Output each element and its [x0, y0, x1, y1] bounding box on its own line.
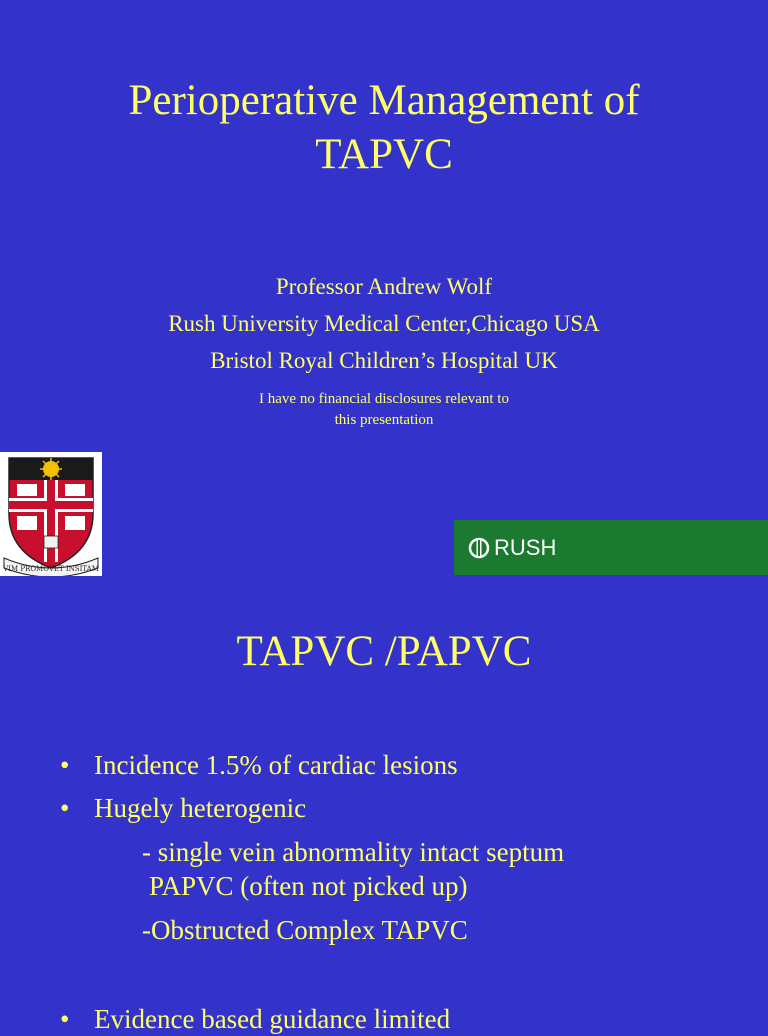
bullet-text: Evidence based guidance limited	[94, 1004, 451, 1034]
disclosure-note	[0, 389, 768, 431]
crest-shield-icon	[0, 452, 102, 576]
author-name: Professor Andrew Wolf	[275, 274, 493, 299]
svg-text:VIM PROMOVET INSITAM: VIM PROMOVET INSITAM	[3, 565, 99, 573]
bristol-crest-logo	[0, 452, 102, 576]
disclosure-line-1: I have no financial disclosures relevant to	[259, 391, 509, 407]
affiliation-bristol: Bristol Royal Children’s Hospital UK	[210, 348, 558, 373]
slide-title-line-1: Perioperative Management of	[128, 77, 640, 124]
bullet-text: Incidence 1.5% of cardiac lesions	[94, 750, 458, 780]
sub-item-obstructed: -Obstructed Complex TAPVC	[142, 915, 468, 945]
slide-title	[0, 74, 768, 182]
sub-item-single-vein: - single vein abnormality intact septum	[142, 837, 565, 867]
affiliation-rush: Rush University Medical Center,Chicago USA	[168, 311, 600, 336]
disclosure-line-2: this presentation	[334, 412, 434, 428]
bullet-item-incidence	[60, 748, 458, 782]
rush-logo-icon	[468, 537, 490, 559]
bullet-item-evidence	[60, 1002, 450, 1036]
bullet-item-heterogenic	[60, 791, 306, 825]
bullet-icon: •	[60, 750, 70, 780]
sub-item-papvc: PAPVC (often not picked up)	[149, 871, 468, 901]
rush-logo	[454, 520, 768, 575]
bullet-icon: •	[60, 1004, 70, 1034]
slide-2-title: TAPVC /PAPVC	[236, 628, 532, 675]
bullet-text: Hugely heterogenic	[94, 793, 307, 823]
author-block	[0, 268, 768, 379]
rush-logo-text: RUSH	[494, 534, 557, 560]
slide-title-line-2: TAPVC	[315, 131, 453, 178]
bullet-icon: •	[60, 793, 70, 823]
